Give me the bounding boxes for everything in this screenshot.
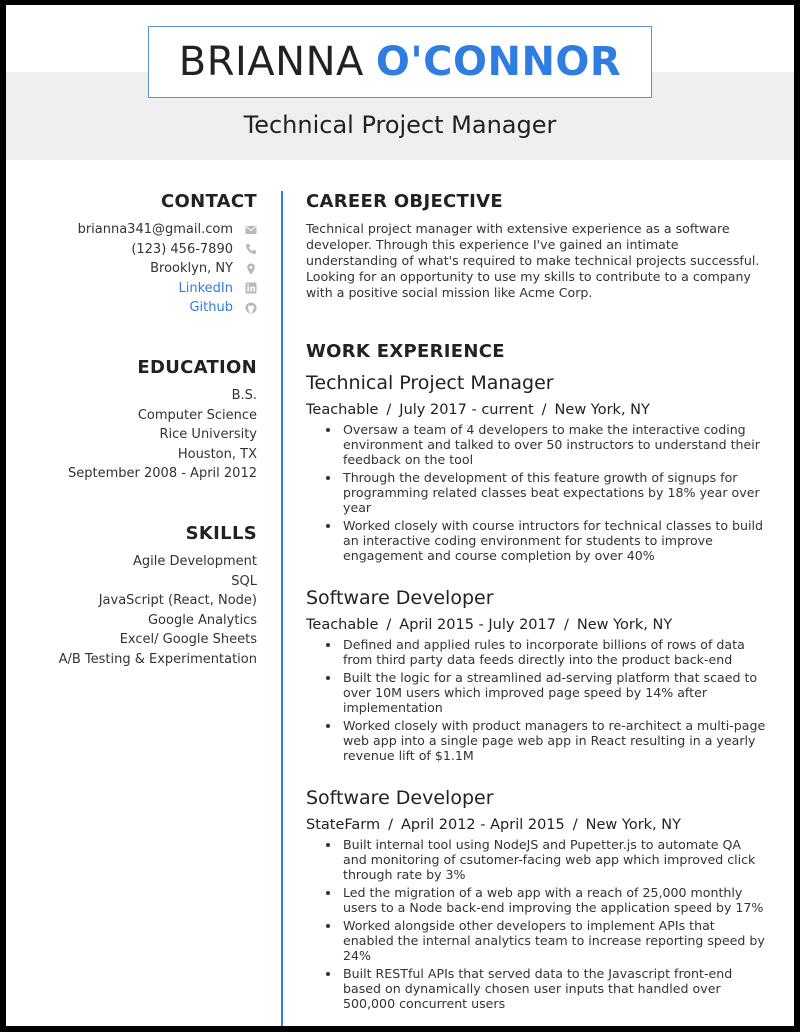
experience-section xyxy=(306,341,768,1014)
contact-location xyxy=(26,259,257,279)
bullet-item: • Oversaw a team of 4 developers to make the interactive coding environment and talked to over 50 instructors to understand their feedback on the tool xyxy=(341,422,768,467)
skill-item: JavaScript (React, Node) xyxy=(98,593,257,608)
bullet-item: • Led the migration of a web app with a reach of 25,000 monthly users to a Node back-end improving the application speed by 17% xyxy=(341,885,768,915)
job-entry xyxy=(306,372,768,563)
resume-page xyxy=(6,5,794,1026)
first-name: BRIANNA xyxy=(178,39,364,85)
job-title: Software Developer xyxy=(306,587,494,609)
skills-section xyxy=(26,523,257,669)
contact-github[interactable] xyxy=(26,298,257,318)
contact-section xyxy=(26,191,257,318)
job-title: Technical Project Manager xyxy=(306,372,554,394)
job-location: New York, NY xyxy=(576,617,673,633)
meta-separator: / xyxy=(388,817,393,833)
meta-separator: / xyxy=(386,402,392,418)
job-dates: July 2017 - current xyxy=(399,402,534,418)
job-company: Teachable xyxy=(306,617,379,633)
job-location: New York, NY xyxy=(585,817,681,833)
contact-email[interactable] xyxy=(26,220,257,240)
meta-separator: / xyxy=(386,617,392,633)
skills-heading: SKILLS xyxy=(185,523,257,544)
education-school: Rice University xyxy=(159,427,257,442)
education-heading: EDUCATION xyxy=(137,357,257,378)
objective-section xyxy=(306,191,768,301)
skill-item: Google Analytics xyxy=(147,612,257,628)
job-bullets xyxy=(306,422,768,563)
education-degree: B.S. xyxy=(231,388,257,403)
job-meta xyxy=(306,402,768,418)
bullet-item: • Built RESTful APIs that served data to the Javascript front-end based on dynamically chosen user inputs that handled over 500,000 concurrent users xyxy=(341,966,768,1011)
experience-heading: WORK EXPERIENCE xyxy=(306,341,505,362)
bullet-item: • Worked closely with product managers to re-architect a multi-page web app into a single page web app in React resulting in a yearly revenue lift of $1.1M xyxy=(341,718,768,763)
education-location: Houston, TX xyxy=(177,446,257,462)
phone-icon xyxy=(245,243,257,255)
last-name: O'CONNOR xyxy=(375,39,622,85)
phone-text[interactable]: (123) 456-7890 xyxy=(131,241,233,257)
github-link[interactable]: Github xyxy=(189,300,233,316)
email-text[interactable]: brianna341@gmail.com xyxy=(77,222,233,238)
skill-item: SQL xyxy=(231,573,257,589)
job-bullets xyxy=(306,637,768,763)
bullet-item: • Through the development of this feature growth of signups for programming related classes beat expectations by 18% year over year xyxy=(341,470,768,515)
job-company: StateFarm xyxy=(306,817,381,833)
column-divider xyxy=(281,191,283,1026)
job-title: Software Developer xyxy=(306,787,494,809)
job-dates: April 2015 - July 2017 xyxy=(399,617,556,633)
education-section xyxy=(26,357,257,484)
job-title-header: Technical Project Manager xyxy=(243,111,557,139)
skill-item: Agile Development xyxy=(132,554,257,569)
job-dates: April 2012 - April 2015 xyxy=(401,817,565,833)
job-company: Teachable xyxy=(306,402,379,418)
envelope-icon xyxy=(245,224,257,236)
bullet-item: • Worked alongside other developers to implement APIs that enabled the internal analytics team to increase reporting speed by 24% xyxy=(341,918,768,963)
bullet-item: • Built internal tool using NodeJS and Pupetter.js to automate QA and monitoring of csutomer-facing web app which improved click through rate by 3% xyxy=(341,837,768,882)
contact-heading: CONTACT xyxy=(161,191,257,212)
skill-item: Excel/ Google Sheets xyxy=(119,632,257,647)
job-meta xyxy=(306,617,768,633)
contact-phone[interactable] xyxy=(26,240,257,260)
job-entry xyxy=(306,787,768,1011)
name-box xyxy=(148,26,652,98)
map-pin-icon xyxy=(245,263,257,275)
objective-text: Technical project manager with extensive experience as a software developer. Through this experience I've gained an intimate understanding of what's required to make technical projects successful. Looking for an opportunity to use my skills to contribute to a company with a positive social mission like Acme Corp. xyxy=(306,221,760,300)
linkedin-link[interactable]: LinkedIn xyxy=(178,280,233,296)
meta-separator: / xyxy=(564,617,569,633)
skill-item: A/B Testing & Experimentation xyxy=(58,651,257,667)
education-major: Computer Science xyxy=(137,407,257,423)
bullet-item: • Built the logic for a streamlined ad-serving platform that scaed to over 10M users which improved page speed by 14% after implementation xyxy=(341,670,768,715)
github-icon xyxy=(245,302,257,314)
linkedin-icon xyxy=(245,282,257,294)
location-text: Brooklyn, NY xyxy=(150,261,233,277)
bullet-item: • Defined and applied rules to incorporate billions of rows of data from third party data feeds directly into the product back-end xyxy=(341,637,768,667)
meta-separator: / xyxy=(572,817,578,833)
job-location: New York, NY xyxy=(554,402,650,418)
objective-heading: CAREER OBJECTIVE xyxy=(306,191,503,212)
education-dates: September 2008 - April 2012 xyxy=(68,466,257,481)
job-meta xyxy=(306,817,768,833)
contact-linkedin[interactable] xyxy=(26,279,257,299)
job-bullets xyxy=(306,837,768,1011)
bullet-item: • Worked closely with course intructors for technical classes to build an interactive coding environment for students to improve engagement and course completion by over 40% xyxy=(341,518,768,563)
job-entry xyxy=(306,587,768,763)
meta-separator: / xyxy=(541,402,547,418)
